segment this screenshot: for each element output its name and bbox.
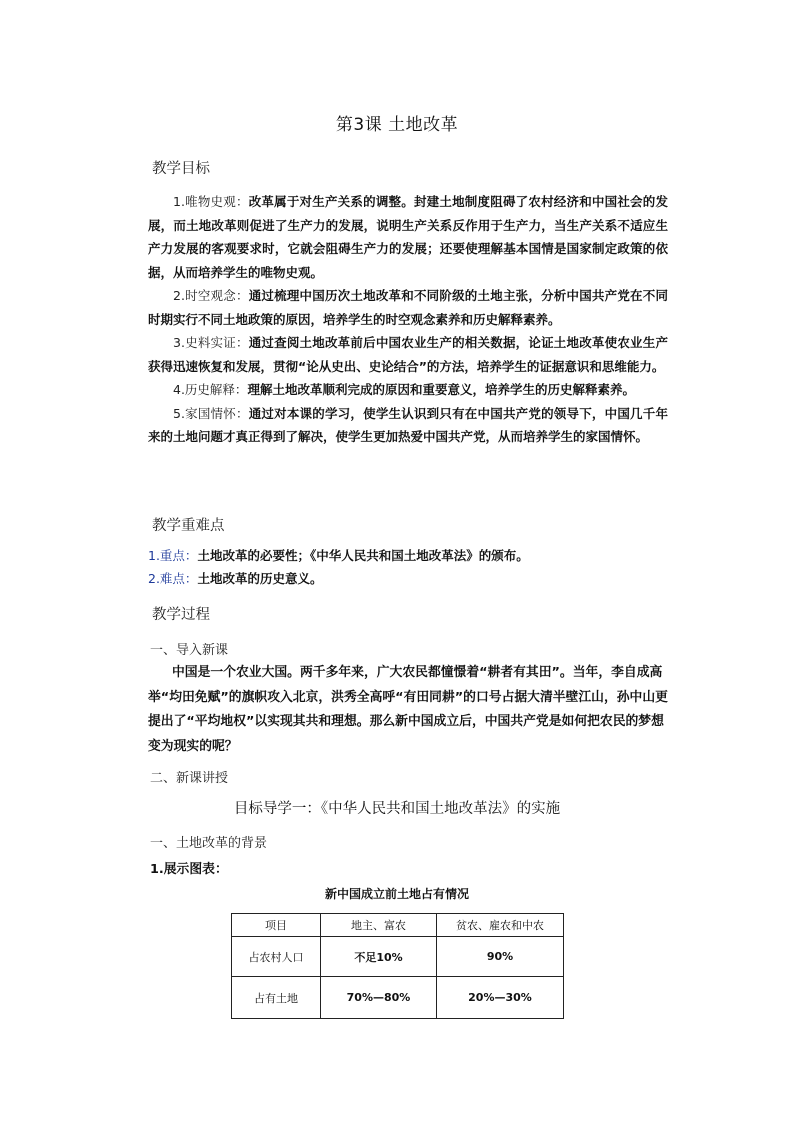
objective-item bbox=[148, 190, 668, 284]
keypoint-item bbox=[148, 568, 529, 591]
objective-item bbox=[148, 402, 668, 449]
table-cell: 90% bbox=[437, 937, 564, 977]
table-cell: 不足10% bbox=[321, 937, 437, 977]
land-ownership-table bbox=[231, 913, 564, 1019]
keypoint-label: 2.难点： bbox=[148, 570, 198, 586]
intro-paragraph: 中国是一个农业大国。两千多年来，广大农民都憧憬着“耕者有其田”。当年，李自成高举“均田免赋”的旗帜攻入北京，洪秀全高呼“有田同耕”的口号占据大清半壁江山，孙中山更提出了“平均地权”以实现其共和理想。那么新中国成立后，中国共产党是如何把农民的梦想变为现实的呢？ bbox=[148, 665, 668, 754]
table-header-cell: 地主、富农 bbox=[321, 914, 437, 937]
objective-item bbox=[148, 378, 668, 402]
table-caption: 新中国成立前土地占有情况 bbox=[324, 887, 469, 901]
table-cell: 70%—80% bbox=[321, 977, 437, 1019]
objective-label: 4.历史解释： bbox=[173, 382, 248, 397]
table-header-cell: 贫农、雇农和中农 bbox=[437, 914, 564, 937]
objective-item bbox=[148, 284, 668, 331]
objective-label: 3.史料实证： bbox=[173, 335, 249, 350]
objective-text: 理解土地改革顺利完成的原因和重要意义，培养学生的历史解释素养。 bbox=[247, 382, 635, 397]
table-row bbox=[232, 977, 564, 1019]
table-row bbox=[232, 937, 564, 977]
show-chart-label: 1.展示图表： bbox=[150, 862, 228, 877]
section-process-heading: 教学过程 bbox=[152, 607, 210, 623]
section-objectives-heading: 教学目标 bbox=[152, 161, 210, 177]
table-cell: 占有土地 bbox=[232, 977, 321, 1019]
lesson-title: 第3课 土地改革 bbox=[335, 115, 459, 135]
keypoint-text: 土地改革的必要性；《中华人民共和国土地改革法》的颁布。 bbox=[197, 548, 529, 563]
goal1-title: 目标导学一：《中华人民共和国土地改革法》的实施 bbox=[233, 801, 561, 817]
background-heading: 一、土地改革的背景 bbox=[150, 836, 268, 851]
objective-label: 2.时空观念： bbox=[173, 288, 249, 303]
objective-text: 通过对本课的学习，使学生认识到只有在中国共产党的领导下，中国几千年来的土地问题才真正得到了解决，使学生更加热爱中国共产党，从而培养学生的家国情怀。 bbox=[148, 405, 668, 444]
table-cell: 占农村人口 bbox=[232, 937, 321, 977]
keypoint-text: 土地改革的历史意义。 bbox=[197, 570, 323, 586]
keypoint-item bbox=[148, 545, 529, 568]
objective-label: 1.唯物史观： bbox=[173, 194, 249, 209]
objective-item bbox=[148, 331, 668, 378]
objective-text: 通过梳理中国历次土地改革和不同阶级的土地主张，分析中国共产党在不同时期实行不同土地政策的原因，培养学生的时空观念素养和历史解释素养。 bbox=[148, 288, 668, 327]
objectives-list bbox=[148, 190, 668, 449]
objective-label: 5.家国情怀： bbox=[173, 405, 249, 421]
table-header-row bbox=[232, 914, 564, 937]
table-cell: 20%—30% bbox=[437, 977, 564, 1019]
keypoint-label: 1.重点： bbox=[148, 548, 198, 563]
objective-text: 通过查阅土地改革前后中国农业生产的相关数据，论证土地改革使农业生产获得迅速恢复和发展，贯彻“论从史出、史论结合”的方法，培养学生的证据意识和思维能力。 bbox=[148, 335, 668, 374]
keypoints-list bbox=[148, 545, 529, 590]
section-keypoints-heading: 教学重难点 bbox=[152, 518, 225, 534]
table-header-cell: 项目 bbox=[232, 914, 321, 937]
part2-heading: 二、新课讲授 bbox=[150, 771, 229, 786]
part1-heading: 一、导入新课 bbox=[150, 643, 229, 658]
objective-text: 改革属于对生产关系的调整。封建土地制度阻碍了农村经济和中国社会的发展，而土地改革则促进了生产力的发展，说明生产关系反作用于生产力，当生产关系不适应生产力发展的客观要求时，它就会阻碍生产力的发展；还要使理解基本国情是国家制定政策的依据，从而培养学生的唯物史观。 bbox=[148, 194, 668, 280]
